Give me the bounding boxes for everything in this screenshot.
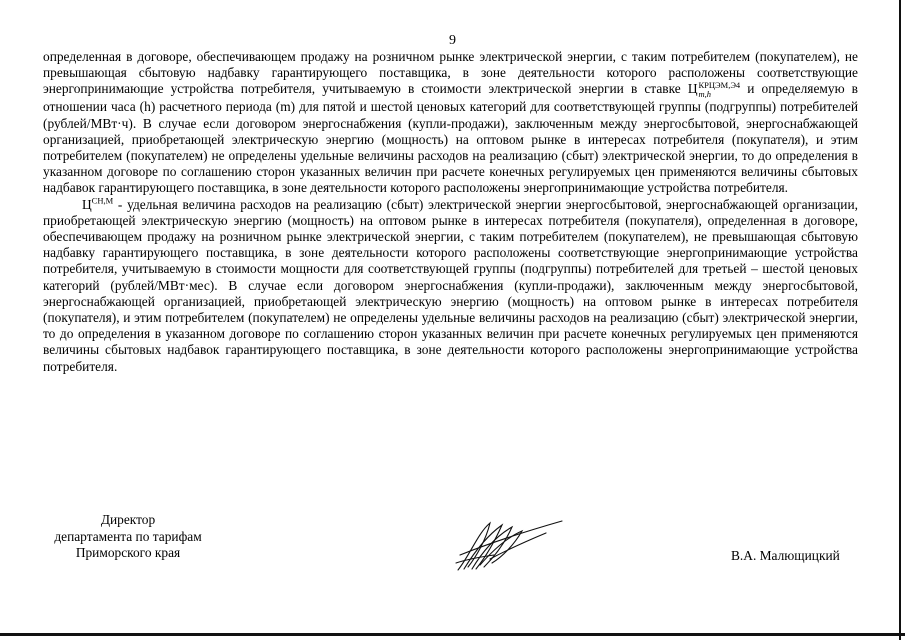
signatory-title — [28, 512, 228, 562]
symbol-subscript: m,h — [698, 89, 711, 100]
paragraph-2-text: - удельная величина расходов на реализацию (сбыт) электрической энергии энергосбытовой, энергоснабжающей организации, приобретающей электрическую энергию (мощность) на оптовом рынке в интересах потребителя (покупателя), определенная в договоре, обеспечивающем продажу на розничном рынке электрической энергии, с таким потребителем (покупателем), не превышающая сбытовую надбавку гарантирующего поставщика, в зоне деятельности которого расположены соответствующие энергопринимающие устройства потребителя, учитываемую в стоимости мощности для соответствующей группы (подгруппы) потребителей для третьей – шестой ценовых категорий (рублей/МВт·мес). В случае если договором энергоснабжения (купли-продажи), заключенным между энергосбытовой, энергоснабжающей организацией, приобретающей электрическую энергию (мощность) на оптовом рынке в интересах потребителя (покупателя), и этим потребителем (покупателем) не определены удельные величины расходов на реализацию (сбыт) электрической энергии, то до определения в указанном договоре по соглашению сторон указанных величин при расчете конечных регулируемых цен применяются величины сбытовых надбавок гарантирующего поставщика, в зоне деятельности которого расположены энергопринимающие устройства потребителя. — [43, 196, 858, 374]
paragraph-1-text-a: определенная в договоре, обеспечивающем продажу на розничном рынке электрической энергии, с таким потребителем (покупателем), не превышающая сбытовую надбавку гарантирующего поставщика, в зоне деятельности которого расположены соответствующие энергопринимающие устройства потребителя, учитываемую в стоимости электрической энергии в ставке — [43, 49, 858, 97]
paragraph-2 — [43, 197, 858, 375]
signatory-position: Директор — [100, 512, 156, 527]
symbol-superscript: КРЦЭМ,Э4 — [698, 80, 741, 91]
symbol-superscript: СН,М — [91, 195, 114, 206]
handwritten-signature — [450, 515, 565, 575]
signatory-name: В.А. Малющицкий — [731, 548, 840, 563]
page-number: 9 — [449, 33, 456, 48]
symbol-base: Ц — [82, 196, 92, 212]
price-symbol-krcem — [687, 80, 741, 100]
symbol-base: Ц — [687, 81, 698, 97]
scan-border-bottom — [0, 633, 905, 636]
signatory-region: Приморского края — [75, 545, 181, 560]
scan-border-right — [899, 0, 901, 640]
document-body — [43, 49, 858, 375]
paragraph-1-text-b: и определяемую в отношении часа (h) расчетного периода (m) для пятой и шестой ценовых категорий для соответствующей группы (подгруппы) потребителей (рублей/МВт·ч). В случае если договором энергоснабжения (купли-продажи), заключенным между энергосбытовой, энергоснабжающей организацией, приобретающей электрическую энергию (мощность) на оптовом рынке в интересах потребителя (покупателя), и этим потребителем (покупателем) не определены удельные величины расходов на реализацию (сбыт) электрической энергии, то до определения в указанном договоре по соглашению сторон указанных величин при расчете конечных регулируемых цен применяются величины сбытовых надбавок гарантирующего поставщика, в зоне деятельности которого расположены энергопринимающие устройства потребителя. — [43, 81, 858, 196]
price-symbol-snm — [82, 197, 113, 212]
signatory-department: департамента по тарифам — [54, 528, 202, 544]
paragraph-1 — [43, 49, 858, 197]
